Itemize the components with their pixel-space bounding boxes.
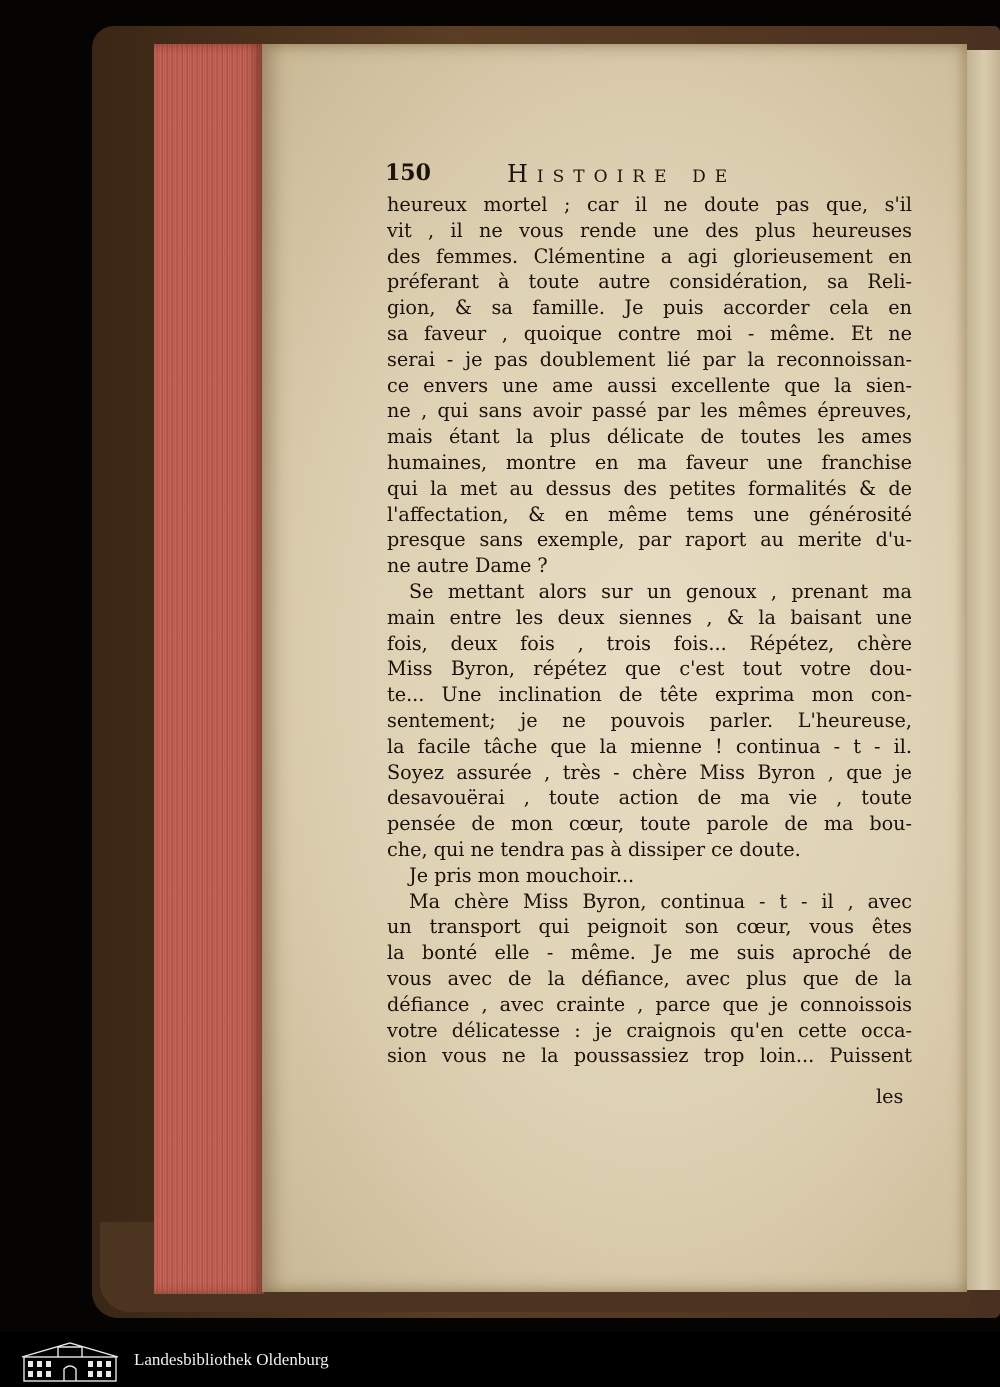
library-building-icon <box>18 1339 122 1383</box>
text-line: Miss Byron, répétez que c'est tout votre dou- <box>387 657 912 681</box>
library-name: Landesbibliothek Oldenburg <box>134 1350 329 1369</box>
text-line: préferant à toute autre considération, sa Reli- <box>387 270 912 294</box>
footer-bar <box>0 1332 1000 1387</box>
page-number: 150 <box>385 160 431 186</box>
text-line: sentement; je ne pouvois parler. L'heureuse, <box>387 708 912 732</box>
text-line: la bonté elle - même. Je me suis aproché de <box>387 941 912 965</box>
text-line: fois, deux fois , trois fois... Répétez, chère <box>387 631 912 655</box>
text-line: un transport qui peignoit son cœur, vous êtes <box>387 915 912 939</box>
text-line: humaines, montre en ma faveur une franchise <box>387 450 912 474</box>
running-title: Histoire de <box>507 160 737 188</box>
text-line: sa faveur , quoique contre moi - même. Et ne <box>387 321 912 345</box>
text-line: qui la met au dessus des petites formalités & de <box>387 476 912 500</box>
text-line: des femmes. Clémentine a agi glorieusement en <box>387 244 912 268</box>
text-line: Je pris mon mouchoir... <box>409 863 635 887</box>
text-line: main entre les deux siennes , & la baisant une <box>387 605 912 629</box>
body-text <box>387 192 912 1069</box>
text-line: te... Une inclination de tête exprima mon con- <box>387 683 912 707</box>
text-line: Se mettant alors sur un genoux , prenant ma <box>409 579 912 603</box>
page-fore-edge <box>154 44 264 1294</box>
text-line: heureux mortel ; car il ne doute pas que, s'il <box>387 193 912 216</box>
text-line: ce envers une ame aussi excellente que la sien- <box>387 373 912 397</box>
text-line: vit , il ne vous rende une des plus heureuses <box>387 218 912 242</box>
text-line: la facile tâche que la mienne ! continua - t - il. <box>387 734 912 758</box>
text-line: gion, & sa famille. Je puis accorder cela en <box>387 296 912 320</box>
text-line: sion vous ne la poussassiez trop loin... Puissent <box>387 1044 912 1068</box>
text-line: défiance , avec crainte , parce que je connoissois <box>387 992 912 1016</box>
text-line: Soyez assurée , très - chère Miss Byron , que je <box>387 760 912 784</box>
text-line: vous avec de la défiance, avec plus que de la <box>387 966 912 990</box>
text-line: mais étant la plus délicate de toutes les ames <box>387 425 912 449</box>
text-line: votre délicatesse : je craignois qu'en cette occa- <box>387 1018 912 1042</box>
text-line: l'affectation, & en même tems une générosité <box>387 502 912 526</box>
text-line: desavouërai , toute action de ma vie , toute <box>387 786 912 810</box>
text-line: Ma chère Miss Byron, continua - t - il , avec <box>409 889 912 913</box>
text-line: presque sans exemple, par raport au merite d'u- <box>387 528 912 552</box>
text-line: che, qui ne tendra pas à dissiper ce doute. <box>387 837 801 861</box>
text-line: serai - je pas doublement lié par la reconnoissan- <box>387 347 912 371</box>
text-line: pensée de mon cœur, toute parole de ma bou- <box>387 812 912 836</box>
catchword: les <box>876 1085 904 1108</box>
text-line: ne , qui sans avoir passé par les mêmes épreuves, <box>387 399 912 423</box>
text-line: ne autre Dame ? <box>387 554 548 578</box>
